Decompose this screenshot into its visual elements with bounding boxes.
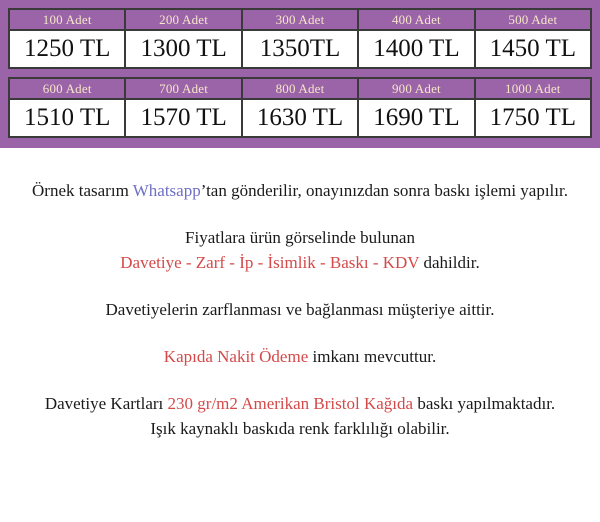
price-value: 1250 TL bbox=[24, 35, 111, 62]
price-value: 1690 TL bbox=[373, 104, 460, 131]
quantity-label: 400 Adet bbox=[359, 10, 473, 31]
pricing-cell bbox=[476, 10, 590, 67]
note-text: Davetiyelerin zarflanması ve bağlanması müşteriye aittir. bbox=[105, 300, 495, 319]
pricing-cell bbox=[243, 10, 359, 67]
price-value: 1630 TL bbox=[256, 104, 344, 131]
note-text: dahildir. bbox=[419, 253, 480, 272]
quantity-label: 500 Adet bbox=[476, 10, 590, 31]
quantity-label: 700 Adet bbox=[126, 79, 240, 100]
paper-spec: 230 gr/m2 Amerikan Bristol Kağıda bbox=[167, 394, 414, 413]
pricing-cell bbox=[10, 10, 126, 67]
quantity-label: 600 Adet bbox=[10, 79, 124, 100]
note-text: imkanı mevcuttur. bbox=[308, 347, 437, 366]
pricing-row bbox=[8, 77, 592, 138]
price-value: 1350TL bbox=[259, 35, 341, 62]
note-whatsapp bbox=[10, 178, 590, 203]
pricing-cell bbox=[359, 79, 475, 136]
pricing-cell bbox=[243, 79, 359, 136]
note-text: baskı yapılmaktadır. bbox=[413, 394, 556, 413]
notes-section bbox=[0, 148, 600, 441]
whatsapp-label: Whatsapp bbox=[132, 181, 201, 200]
pricing-cell bbox=[10, 79, 126, 136]
price-value: 1510 TL bbox=[24, 104, 111, 131]
note-assembly bbox=[10, 297, 590, 322]
note-payment bbox=[10, 344, 590, 369]
price-value: 1750 TL bbox=[489, 104, 576, 131]
quantity-label: 800 Adet bbox=[243, 79, 357, 100]
pricing-row bbox=[8, 8, 592, 69]
price-value: 1450 TL bbox=[489, 35, 576, 62]
price-value: 1570 TL bbox=[140, 104, 227, 131]
pricing-cell bbox=[476, 79, 590, 136]
note-text: Davetiye Kartları bbox=[44, 394, 168, 413]
note-paper bbox=[10, 391, 590, 441]
price-value: 1300 TL bbox=[140, 35, 227, 62]
pricing-cell bbox=[126, 79, 242, 136]
quantity-label: 100 Adet bbox=[10, 10, 124, 31]
payment-method: Kapıda Nakit Ödeme bbox=[163, 347, 309, 366]
note-text: Işık kaynaklı baskıda renk farklılığı olabilir. bbox=[150, 419, 450, 438]
note-text: Örnek tasarım bbox=[32, 181, 133, 200]
quantity-label: 200 Adet bbox=[126, 10, 240, 31]
pricing-panel bbox=[0, 0, 600, 148]
quantity-label: 900 Adet bbox=[359, 79, 473, 100]
quantity-label: 300 Adet bbox=[243, 10, 357, 31]
pricing-cell bbox=[359, 10, 475, 67]
quantity-label: 1000 Adet bbox=[476, 79, 590, 100]
price-value: 1400 TL bbox=[373, 35, 460, 62]
pricing-cell bbox=[126, 10, 242, 67]
note-included bbox=[10, 225, 590, 275]
note-text: Fiyatlara ürün görselinde bulunan bbox=[185, 228, 415, 247]
note-text: ’tan gönderilir, onayınızdan sonra baskı işlemi yapılır. bbox=[200, 181, 568, 200]
included-items: Davetiye - Zarf - İp - İsimlik - Baskı - KDV bbox=[120, 253, 420, 272]
